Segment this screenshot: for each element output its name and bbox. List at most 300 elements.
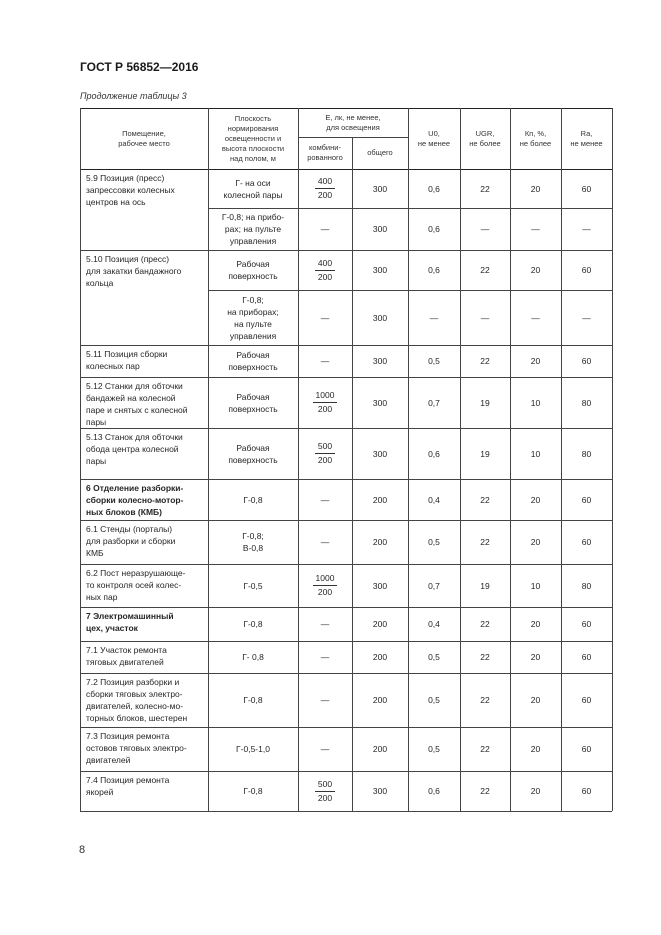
table-rule — [80, 428, 612, 429]
header-line: Кп, %, — [524, 128, 547, 138]
u0-cell — [408, 771, 460, 811]
room-cell — [80, 428, 208, 479]
kp-value: 10 — [530, 397, 541, 408]
table-rule — [80, 520, 612, 521]
plane-line: поверхность — [228, 454, 278, 465]
combined-value: — — [320, 695, 330, 705]
fraction-numerator: 400 — [315, 258, 335, 271]
illuminance-fraction — [315, 441, 335, 466]
table-rule — [208, 169, 209, 811]
kp-cell — [510, 290, 561, 345]
room-line: 7.4 Позиция ремонта — [86, 775, 170, 785]
general-cell — [352, 208, 408, 250]
kp-cell — [510, 479, 561, 520]
ra-cell — [561, 771, 612, 811]
plane-cell — [208, 208, 298, 250]
u0-value: 0,6 — [428, 183, 440, 194]
header-line: нормирования — [227, 123, 279, 133]
header-room — [80, 108, 208, 169]
combined-value: — — [320, 652, 330, 662]
u0-value: 0,5 — [428, 537, 440, 547]
general-value: 200 — [372, 619, 388, 629]
ugr-cell — [460, 727, 510, 771]
plane-cell — [208, 377, 298, 428]
kp-cell — [510, 345, 561, 377]
room-line: колесных пар — [86, 361, 140, 371]
ra-value: 60 — [581, 786, 592, 796]
combined-cell — [298, 673, 352, 727]
plane-line: Г- на оси — [235, 177, 271, 188]
header-line: общего — [367, 148, 393, 157]
combined-value: — — [320, 312, 330, 323]
table-rule — [612, 108, 613, 811]
room-line: для разборки и сборки — [86, 536, 176, 546]
ugr-value: 22 — [480, 786, 490, 796]
fraction-numerator: 500 — [315, 779, 335, 792]
room-cell — [80, 607, 208, 641]
plane-cell — [208, 564, 298, 607]
room-cell — [80, 771, 208, 811]
header-illuminance — [298, 108, 408, 137]
ra-cell — [561, 479, 612, 520]
combined-cell — [298, 377, 352, 428]
plane-line: поверхность — [228, 362, 278, 372]
kp-value: 20 — [530, 652, 541, 662]
combined-value: — — [320, 744, 330, 754]
room-line: 7.1 Участок ремонта — [86, 645, 167, 655]
room-line: пары — [86, 417, 107, 427]
fraction-numerator: 1000 — [313, 573, 338, 586]
room-line: 6.1 Стенды (порталы) — [86, 524, 173, 534]
plane-line: Рабочая — [236, 391, 270, 402]
ra-value: 60 — [581, 265, 592, 275]
ugr-value: 22 — [480, 494, 490, 505]
table-rule — [80, 377, 612, 378]
plane-line: В-0,8 — [242, 543, 264, 553]
room-line: 5.12 Станки для обточки — [86, 381, 183, 391]
general-value: 200 — [372, 695, 388, 705]
ugr-cell — [460, 771, 510, 811]
kp-value: 20 — [530, 494, 541, 505]
table-rule — [208, 108, 209, 169]
table-rule — [80, 564, 612, 565]
combined-value: — — [320, 494, 330, 505]
header-line: высота плоскости — [221, 143, 285, 153]
ra-value: 60 — [581, 494, 592, 505]
ugr-value: 19 — [480, 397, 490, 408]
header-line: не более — [469, 138, 501, 148]
room-line: обода центра колесной — [86, 444, 179, 454]
header-kp — [510, 108, 561, 169]
u0-cell — [408, 673, 460, 727]
ugr-cell — [460, 290, 510, 345]
header-line: E, лк, не менее, — [325, 112, 381, 122]
ugr-cell — [460, 250, 510, 290]
table-rule — [80, 673, 612, 674]
table-rule — [298, 137, 408, 138]
u0-value: 0,5 — [428, 652, 440, 662]
header-line: над полом, м — [230, 153, 276, 163]
kp-cell — [510, 641, 561, 673]
kp-cell — [510, 169, 561, 208]
room-cell — [80, 250, 208, 290]
ra-cell — [561, 377, 612, 428]
header-line: Ra, — [580, 128, 593, 138]
plane-line: Г-0,8 — [243, 695, 263, 705]
ugr-cell — [460, 345, 510, 377]
general-cell — [352, 428, 408, 479]
plane-line: Рабочая — [236, 350, 270, 360]
room-line: сборки тяговых электро- — [86, 689, 183, 699]
combined-cell — [298, 250, 352, 290]
u0-cell — [408, 641, 460, 673]
ra-cell — [561, 428, 612, 479]
table-rule — [80, 479, 612, 480]
room-line: 7.2 Позиция разборки и — [86, 677, 180, 687]
ra-value: 60 — [581, 183, 592, 194]
kp-cell — [510, 520, 561, 564]
kp-value: 10 — [530, 580, 541, 591]
kp-cell — [510, 727, 561, 771]
plane-cell — [208, 673, 298, 727]
u0-cell — [408, 169, 460, 208]
general-cell — [352, 250, 408, 290]
ugr-value: 22 — [480, 537, 490, 547]
header-line: рабочее место — [118, 138, 170, 148]
combined-cell — [298, 564, 352, 607]
room-line: 5.13 Станок для обточки — [86, 432, 183, 442]
plane-cell — [208, 479, 298, 520]
room-line: остовов тяговых электро- — [86, 743, 187, 753]
fraction-numerator: 400 — [315, 176, 335, 189]
ugr-cell — [460, 428, 510, 479]
ra-cell — [561, 345, 612, 377]
room-line: двигателей — [86, 755, 131, 765]
plane-line: управления — [229, 330, 277, 341]
ugr-cell — [460, 208, 510, 250]
kp-value: 20 — [530, 695, 541, 705]
table-rule — [80, 108, 81, 811]
kp-cell — [510, 673, 561, 727]
kp-value: 20 — [530, 744, 541, 754]
combined-value: — — [320, 224, 330, 234]
combined-cell — [298, 479, 352, 520]
general-cell — [352, 169, 408, 208]
kp-value: 20 — [530, 786, 541, 796]
room-cell — [80, 564, 208, 607]
fraction-numerator: 1000 — [313, 390, 338, 403]
plane-cell — [208, 771, 298, 811]
kp-value: 20 — [530, 183, 541, 194]
general-cell — [352, 479, 408, 520]
ra-cell — [561, 727, 612, 771]
ra-cell — [561, 290, 612, 345]
plane-line: Г-0,8; — [242, 294, 264, 305]
room-cell — [80, 345, 208, 377]
kp-value: — — [531, 312, 540, 323]
room-line: 6 Отделение разборки- — [86, 483, 184, 493]
general-value: 300 — [372, 580, 388, 591]
ra-cell — [561, 673, 612, 727]
page-number: 8 — [79, 844, 86, 856]
combined-cell — [298, 208, 352, 250]
header-line: Помещение, — [122, 128, 166, 138]
ra-value: 60 — [581, 619, 592, 629]
plane-line: колесной пары — [223, 189, 283, 200]
kp-cell — [510, 564, 561, 607]
plane-cell — [208, 250, 298, 290]
ugr-value: 22 — [480, 695, 490, 705]
u0-value: 0,6 — [428, 224, 440, 234]
table-rule — [352, 137, 353, 169]
header-line: освещенности и — [224, 133, 282, 143]
ra-value: — — [582, 312, 591, 323]
plane-line: Г-0,5 — [243, 580, 263, 591]
header-line: рованного — [307, 153, 343, 162]
ugr-value: 22 — [480, 744, 490, 754]
u0-value: 0,4 — [428, 494, 440, 505]
table-rule — [510, 169, 511, 811]
table-rule — [208, 208, 612, 209]
u0-cell — [408, 479, 460, 520]
general-value: 300 — [372, 183, 388, 194]
kp-cell — [510, 208, 561, 250]
ugr-cell — [460, 673, 510, 727]
header-plane — [208, 108, 298, 169]
table-rule — [460, 169, 461, 811]
plane-line: Г-0,8 — [243, 619, 263, 629]
plane-line: рах; на пульте — [224, 224, 282, 234]
general-value: 200 — [372, 652, 388, 662]
general-cell — [352, 771, 408, 811]
combined-cell — [298, 607, 352, 641]
ugr-cell — [460, 641, 510, 673]
u0-cell — [408, 250, 460, 290]
room-line: ных блоков (КМБ) — [86, 507, 162, 517]
fraction-denominator: 200 — [317, 792, 333, 803]
table-rule — [561, 169, 562, 811]
illuminance-fraction — [315, 779, 335, 804]
ugr-cell — [460, 377, 510, 428]
ra-cell — [561, 250, 612, 290]
ra-value: 80 — [581, 580, 592, 591]
illuminance-fraction — [315, 176, 335, 201]
u0-value: 0,6 — [428, 265, 440, 275]
table-rule — [80, 727, 612, 728]
ugr-value: 22 — [480, 183, 490, 194]
table-rule — [408, 169, 409, 811]
general-cell — [352, 607, 408, 641]
table-caption: Продолжение таблицы 3 — [80, 91, 187, 101]
ugr-value: 22 — [480, 619, 490, 629]
plane-cell — [208, 641, 298, 673]
room-line: 7.3 Позиция ремонта — [86, 731, 170, 741]
plane-cell — [208, 169, 298, 208]
room-line: ных пар — [86, 592, 118, 602]
u0-cell — [408, 564, 460, 607]
plane-cell — [208, 290, 298, 345]
room-line: центров на ось — [86, 197, 146, 207]
room-line: 5.10 Позиция (пресс) — [86, 254, 170, 264]
fraction-denominator: 200 — [317, 587, 333, 597]
combined-cell — [298, 169, 352, 208]
room-cell — [80, 727, 208, 771]
kp-value: 20 — [530, 537, 541, 547]
u0-value: 0,5 — [428, 695, 440, 705]
general-cell — [352, 520, 408, 564]
kp-value: 10 — [530, 448, 541, 459]
general-value: 200 — [372, 537, 388, 547]
room-cell — [80, 479, 208, 520]
plane-line: управления — [229, 236, 277, 246]
general-value: 300 — [372, 448, 388, 459]
room-cell — [80, 520, 208, 564]
illuminance-fraction — [313, 573, 338, 598]
table-rule — [80, 345, 612, 346]
u0-value: 0,7 — [428, 580, 440, 591]
general-value: 300 — [372, 224, 388, 234]
header-line: комбини- — [309, 143, 341, 152]
table-rule — [80, 641, 612, 642]
kp-value: 20 — [530, 356, 541, 366]
room-line: то контроля осей колес- — [86, 580, 182, 590]
ugr-value: 19 — [480, 448, 490, 459]
u0-value: 0,6 — [428, 786, 440, 796]
u0-cell — [408, 428, 460, 479]
kp-value: 20 — [530, 619, 541, 629]
fraction-denominator: 200 — [317, 455, 333, 465]
table-rule — [298, 108, 299, 169]
plane-cell — [208, 520, 298, 564]
fraction-denominator: 200 — [317, 271, 333, 282]
u0-value: 0,5 — [428, 356, 440, 366]
combined-cell — [298, 345, 352, 377]
plane-cell — [208, 345, 298, 377]
table-rule — [80, 771, 612, 772]
general-cell — [352, 345, 408, 377]
table-rule — [80, 811, 612, 812]
plane-cell — [208, 607, 298, 641]
ra-value: 80 — [581, 448, 592, 459]
room-line: тяговых двигателей — [86, 657, 164, 667]
room-line: запрессовки колесных — [86, 185, 175, 195]
u0-value: — — [429, 312, 439, 323]
illuminance-fraction — [313, 390, 338, 415]
u0-cell — [408, 290, 460, 345]
illuminance-fraction — [315, 258, 335, 283]
header-u0 — [408, 108, 460, 169]
header-ra — [561, 108, 612, 169]
room-cell — [80, 377, 208, 428]
general-cell — [352, 673, 408, 727]
ugr-value: 22 — [480, 356, 490, 366]
table-rule — [80, 169, 612, 170]
header-ugr — [460, 108, 510, 169]
ugr-cell — [460, 564, 510, 607]
ugr-value: — — [480, 312, 490, 323]
room-line: пары — [86, 456, 107, 466]
table-rule — [408, 108, 409, 169]
combined-value: — — [320, 356, 330, 366]
combined-value: — — [320, 537, 330, 547]
u0-value: 0,6 — [428, 448, 440, 459]
ugr-value: 22 — [480, 265, 490, 275]
room-cell — [80, 673, 208, 727]
table-rule — [80, 607, 612, 608]
plane-line: Рабочая — [236, 442, 270, 453]
plane-line: поверхность — [228, 271, 278, 281]
ra-cell — [561, 641, 612, 673]
general-value: 300 — [372, 312, 388, 323]
kp-cell — [510, 377, 561, 428]
ra-value: 80 — [581, 397, 592, 408]
combined-cell — [298, 520, 352, 564]
plane-line: Г-0,5-1,0 — [236, 744, 270, 754]
ra-value: 60 — [581, 356, 592, 366]
kp-cell — [510, 771, 561, 811]
plane-line: Г-0,8 — [243, 786, 263, 796]
u0-cell — [408, 520, 460, 564]
table-rule — [352, 169, 353, 811]
room-line: 6.2 Пост неразрушающе- — [86, 568, 186, 578]
room-line: 5.11 Позиция сборки — [86, 349, 168, 359]
header-line: не менее — [417, 138, 451, 148]
fraction-numerator: 500 — [315, 441, 335, 454]
u0-cell — [408, 377, 460, 428]
plane-line: Г-0,8; — [242, 531, 264, 541]
ugr-value: — — [480, 224, 490, 234]
header-line: не более — [519, 138, 552, 148]
ra-cell — [561, 169, 612, 208]
u0-value: 0,7 — [428, 397, 440, 408]
general-cell — [352, 564, 408, 607]
ugr-value: 22 — [480, 652, 490, 662]
ra-value: 60 — [581, 652, 592, 662]
fraction-denominator: 200 — [317, 190, 333, 200]
room-line: 7 Электромашинный — [86, 611, 174, 621]
combined-cell — [298, 641, 352, 673]
room-line: сборки колесно-мотор- — [86, 495, 184, 505]
room-line: двигателей, колесно-мо- — [86, 701, 184, 711]
kp-value: — — [531, 224, 540, 234]
u0-value: 0,4 — [428, 619, 440, 629]
table-rule — [460, 108, 461, 169]
table-rule — [510, 108, 511, 169]
u0-cell — [408, 607, 460, 641]
plane-line: поверхность — [228, 403, 278, 414]
combined-cell — [298, 771, 352, 811]
combined-cell — [298, 727, 352, 771]
u0-cell — [408, 727, 460, 771]
plane-cell — [208, 727, 298, 771]
room-cell — [80, 641, 208, 673]
plane-line: на приборах; — [227, 306, 279, 317]
room-line: торных блоков, шестерен — [86, 713, 188, 723]
combined-cell — [298, 428, 352, 479]
table-rule — [80, 250, 612, 251]
plane-line: Г-0,8; на прибо- — [221, 212, 285, 222]
header-general — [352, 137, 408, 169]
plane-line: Г- 0,8 — [242, 652, 264, 662]
ra-value: 60 — [581, 537, 592, 547]
ugr-cell — [460, 607, 510, 641]
general-value: 200 — [372, 494, 388, 505]
kp-cell — [510, 250, 561, 290]
combined-cell — [298, 290, 352, 345]
room-line: для закатки бандажного — [86, 266, 182, 276]
room-cell — [80, 169, 208, 208]
ra-cell — [561, 208, 612, 250]
